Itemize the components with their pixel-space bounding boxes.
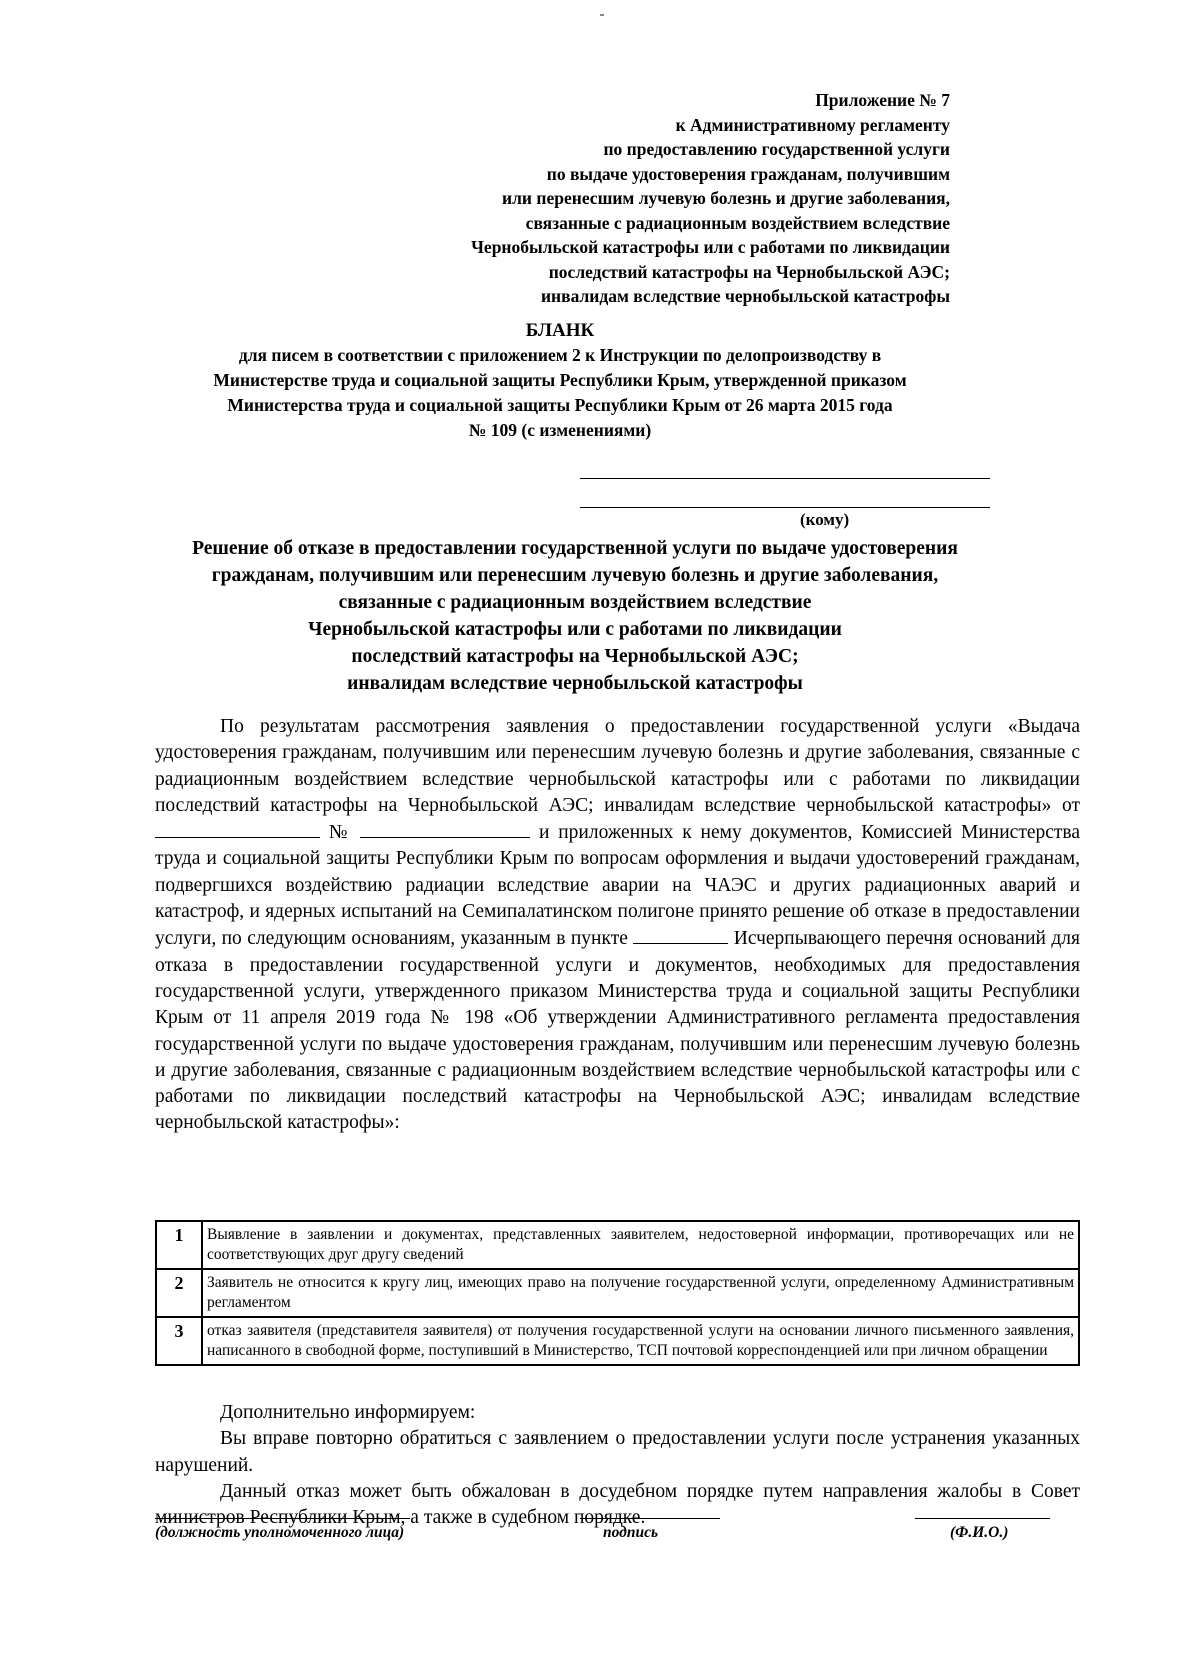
ground-text: Заявитель не относится к кругу лиц, имеющих право на получение государственной услуги, определенному Административным регламентом	[202, 1269, 1079, 1317]
body-part-3: Исчерпывающего перечня оснований для отказа в предоставлении государственной услуги и документов, необходимых для предоставления государственной услуги, утвержденного приказом Министерства труда и социальной защиты Республики Крым от 11 апреля 2019 года № 198 «Об утверждении Административного регламента предоставления государственной услуги по выдаче удостоверения гражданам, получившим или перенесшим лучевую болезнь и другие заболевания, связанные с радиационным воздействием вследствие чернобыльской катастрофы или с работами по ликвидации последствий катастрофы на Чернобыльской АЭС; инвалидам вследствие чернобыльской катастрофы»:	[155, 928, 1081, 1134]
name-line	[915, 1518, 1050, 1519]
position-line	[155, 1518, 410, 1519]
appendix-line: к Административному регламенту	[675, 114, 950, 135]
signature-line	[580, 1518, 720, 1519]
ground-text: Выявление в заявлении и документах, представленных заявителем, недостоверной информации, противоречащих или не соответствующих друг другу сведений	[202, 1221, 1079, 1269]
name-caption: (Ф.И.О.)	[950, 1524, 1009, 1541]
decision-title-line: гражданам, получившим или перенесшим лучевую болезнь и другие заболевания,	[211, 565, 939, 586]
blank-line: Министерства труда и социальной защиты Республики Крым от 26 марта 2015 года	[227, 395, 893, 415]
appendix-line: последствий катастрофы на Чернобыльской АЭС;	[548, 261, 950, 282]
recipient-caption: (кому)	[800, 510, 850, 529]
number-blank	[360, 819, 530, 838]
appendix-line: или перенесшим лучевую болезнь и другие заболевания,	[502, 188, 950, 208]
decision-title-line: Чернобыльской катастрофы или с работами по ликвидации	[308, 619, 842, 640]
appendix-line: инвалидам вследствие чернобыльской катастрофы	[540, 286, 950, 306]
inform-line: Дополнительно информируем:	[220, 1402, 476, 1423]
position-caption: (должность уполномоченного лица)	[155, 1524, 405, 1541]
ground-number: 2	[156, 1269, 202, 1317]
blank-title: БЛАНК	[525, 320, 595, 341]
body-part-2: и приложенных к нему документов, Комиссией Министерства труда и социальной защиты Республики Крым по вопросам оформления и выдачи удостоверений гражданам, подвергшихся воздействию радиации вследствие аварии на ЧАЭС и других радиационных аварий и катастроф, и ядерных испытаний на Семипалатинском полигоне принято решение об отказе в предоставлении услуги, по следующим основаниям, указанным в пункте	[155, 822, 1081, 950]
table-row	[156, 1221, 1079, 1269]
signature-caption: подпись	[603, 1524, 659, 1541]
table-row	[156, 1269, 1079, 1317]
appeal-paragraph: Данный отказ может быть обжалован в досудебном порядке путем направления жалобы в Совет министров Республики Крым, а также в судебном порядке.	[155, 1480, 1080, 1529]
decision-title-line: инвалидам вследствие чернобыльской катастрофы	[347, 673, 803, 694]
refusal-grounds-table	[155, 1220, 1080, 1366]
appendix-line: связанные с радиационным воздействием вследствие	[525, 212, 950, 233]
scan-mark	[600, 14, 604, 16]
body-part-1: По результатам рассмотрения заявления о предоставлении государственной услуги «Выдача удостоверения гражданам, получившим или перенесшим лучевую болезнь и другие заболевания, связанные с радиационным воздействием вследствие чернобыльской катастрофы или с работами по ликвидации последствий катастрофы на Чернобыльской АЭС; инвалидам вследствие чернобыльской катастрофы» от	[155, 716, 1080, 816]
appendix-line: Приложение № 7	[815, 90, 950, 110]
appendix-line: по выдаче удостоверения гражданам, получившим	[546, 163, 950, 184]
ground-text: отказ заявителя (представителя заявителя) от получения государственной услуги на основании личного письменного заявления, написанного в свободной форме, поступивший в Министерство, ТСП почтовой корреспонденцией или при личном обращении	[202, 1317, 1079, 1365]
decision-title-line: Решение об отказе в предоставлении государственной услуги по выдаче удостоверения	[192, 538, 958, 559]
decision-body	[155, 714, 1080, 1137]
blank-line: Министерстве труда и социальной защиты Республики Крым, утвержденной приказом	[213, 370, 907, 390]
clause-blank	[633, 925, 728, 944]
decision-paragraph	[155, 714, 1080, 1137]
blank-header	[140, 318, 980, 443]
blank-line: для писем в соответствии с приложением 2 к Инструкции по делопроизводству в	[238, 345, 882, 365]
recipient-line-2	[580, 507, 990, 508]
ground-number: 3	[156, 1317, 202, 1365]
ground-number: 1	[156, 1221, 202, 1269]
number-sign: №	[328, 822, 352, 844]
table-row	[156, 1317, 1079, 1365]
reapply-paragraph: Вы вправе повторно обратиться с заявлением о предоставлении услуги после устранения указанных нарушений.	[155, 1428, 1080, 1476]
recipient-line-1	[580, 478, 990, 479]
additional-info	[155, 1400, 1080, 1531]
decision-title	[130, 535, 1020, 697]
appendix-line: по предоставлению государственной услуги	[603, 139, 950, 159]
decision-title-line: связанные с радиационным воздействием вследствие	[338, 592, 812, 613]
blank-line: № 109 (с изменениями)	[468, 420, 652, 440]
decision-title-line: последствий катастрофы на Чернобыльской АЭС;	[351, 646, 799, 667]
appendix-header	[380, 88, 950, 309]
date-blank	[155, 819, 320, 838]
appendix-line: Чернобыльской катастрофы или с работами по ликвидации	[471, 237, 950, 257]
